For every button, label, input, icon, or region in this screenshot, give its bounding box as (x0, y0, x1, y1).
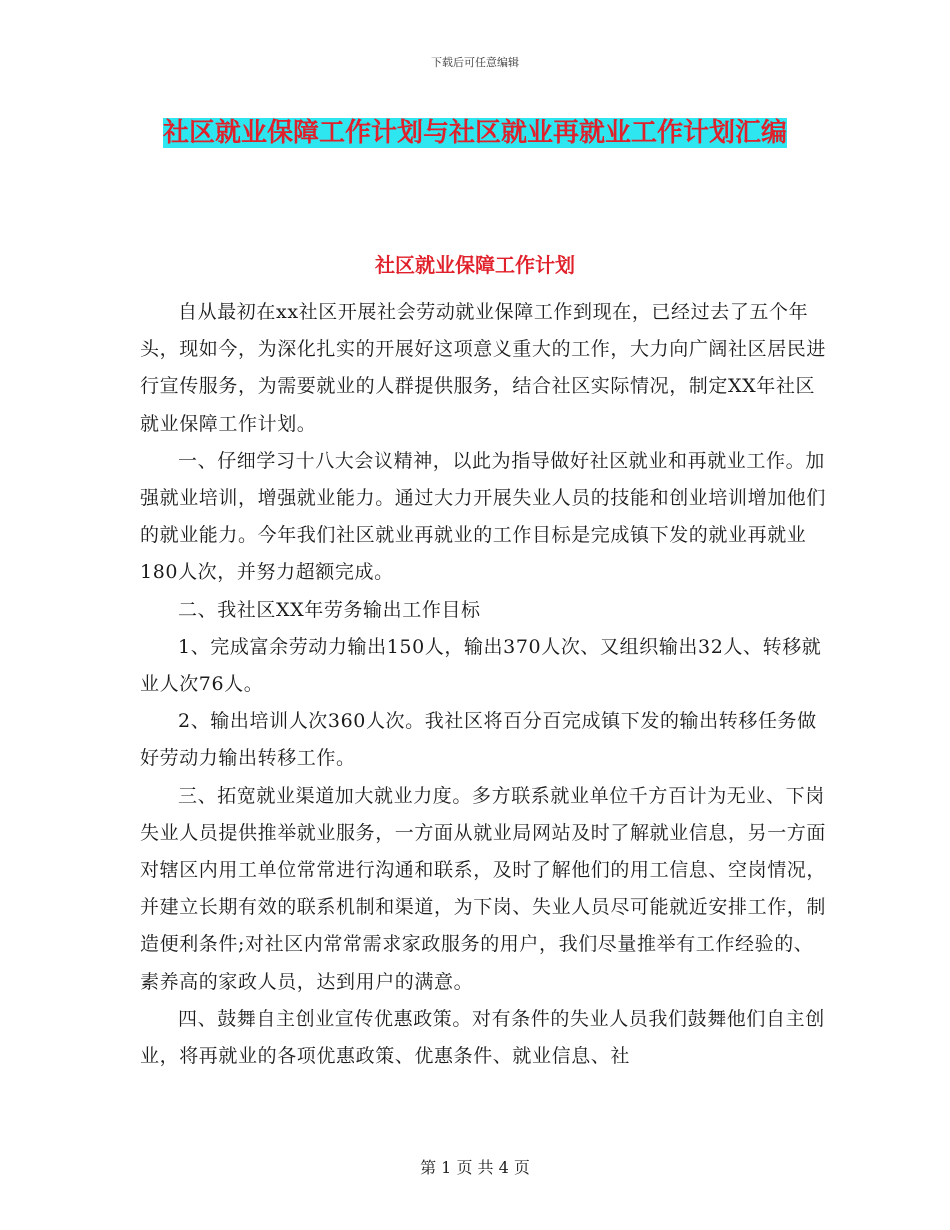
paragraph: 三、拓宽就业渠道加大就业力度。多方联系就业单位千方百计为无业、下岗失业人员提供推举就业服务，一方面从就业局网站及时了解就业信息，另一方面对辖区内用工单位常常进行沟通和联系，及时了解他们的用工信息、空岗情况，并建立长期有效的联系机制和渠道，为下岗、失业人员尽可能就近安排工作，制造便利条件;对社区内常常需求家政服务的用户，我们尽量推举有工作经验的、素养高的家政人员，达到用户的满意。 (140, 784, 827, 993)
paragraph: 四、鼓舞自主创业宣传优惠政策。对有条件的失业人员我们鼓舞他们自主创业，将再就业的各项优惠政策、优惠条件、就业信息、社 (140, 1007, 825, 1068)
page-number: 第 1 页 共 4 页 (420, 1158, 530, 1177)
paragraph: 2、输出培训人次360人次。我社区将百分百完成镇下发的输出转移任务做好劳动力输出转移工作。 (140, 710, 817, 770)
header-note: 下载后可任意编辑 (431, 56, 519, 69)
paragraph: 二、我社区XX年劳务输出工作目标 (178, 598, 481, 621)
document-body (140, 294, 830, 1075)
paragraph: 自从最初在xx社区开展社会劳动就业保障工作到现在，已经过去了五个年头，现如今，为深化扎实的开展好这项意义重大的工作，大力向广阔社区居民进行宣传服务，为需要就业的人群提供服务，结合社区实际情况，制定XX年社区就业保障工作计划。 (140, 301, 827, 435)
paragraph: 一、仔细学习十八大会议精神，以此为指导做好社区就业和再就业工作。加强就业培训，增强就业能力。通过大力开展失业人员的技能和创业培训增加他们的就业能力。今年我们社区就业再就业的工作目标是完成镇下发的就业再就业180人次，并努力超额完成。 (140, 449, 827, 584)
section-title: 社区就业保障工作计划 (375, 253, 575, 277)
document-title (140, 112, 810, 154)
paragraph: 1、完成富余劳动力输出150人，输出370人次、又组织输出32人、转移就业人次76人。 (140, 635, 822, 696)
document-title-text: 社区就业保障工作计划与社区就业再就业工作计划汇编 (162, 118, 787, 148)
